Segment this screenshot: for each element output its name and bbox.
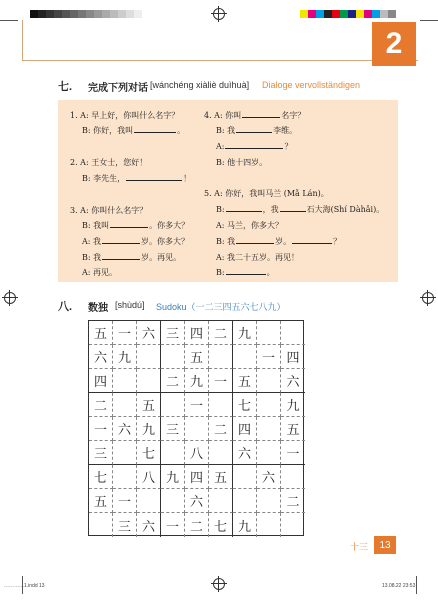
- sudoku-cell[interactable]: [185, 417, 209, 441]
- registration-mark-bottom: [213, 578, 225, 590]
- sudoku-cell: 六: [113, 417, 137, 441]
- sudoku-cell[interactable]: [233, 465, 257, 489]
- dialogue-4-line-4: B: 他十四岁。: [216, 158, 268, 167]
- dialogue-3-line-4: B: 我 岁。再见。: [82, 253, 182, 262]
- dialogue-3-line-3: A: 我 岁。你多大？: [82, 237, 190, 246]
- sudoku-cell[interactable]: [161, 393, 185, 417]
- sudoku-cell: 五: [137, 393, 161, 417]
- dialogue-5-line-1: 5. A: 你好，我叫马兰 (Mǎ Lán)。: [204, 189, 329, 198]
- sudoku-cell: 一: [161, 513, 185, 537]
- section7-title-cn: 完成下列对话: [88, 83, 148, 94]
- sudoku-grid: [88, 320, 304, 536]
- dialogue-1-line-1: 1. A: 早上好，你叫什么名字？: [70, 111, 180, 120]
- sudoku-cell[interactable]: [161, 489, 185, 513]
- sudoku-cell: 四: [89, 369, 113, 393]
- slug-left: …………1.indd 13: [4, 583, 45, 589]
- slug-right: 13.08.22 23:53: [382, 583, 416, 589]
- sudoku-cell[interactable]: [113, 441, 137, 465]
- dialogue-2-line-2: B: 李先生， ！: [82, 174, 192, 183]
- sudoku-cell: 一: [89, 417, 113, 441]
- answer-blank[interactable]: [236, 125, 272, 133]
- sudoku-cell[interactable]: [257, 489, 281, 513]
- section8-title-cn: 数独: [88, 303, 108, 314]
- sudoku-cell: 四: [233, 417, 257, 441]
- sudoku-cell: 七: [89, 465, 113, 489]
- sudoku-cell[interactable]: [161, 345, 185, 369]
- sudoku-cell[interactable]: [233, 345, 257, 369]
- sudoku-cell[interactable]: [113, 393, 137, 417]
- crop-mark: [416, 576, 417, 594]
- sudoku-cell: 三: [161, 417, 185, 441]
- grey-scale-bar: [30, 10, 142, 18]
- sudoku-cell[interactable]: [113, 369, 137, 393]
- sudoku-cell: 一: [209, 369, 233, 393]
- sudoku-cell: 五: [89, 321, 113, 345]
- sudoku-cell[interactable]: [209, 441, 233, 465]
- answer-blank[interactable]: [236, 236, 274, 244]
- sudoku-cell: 四: [185, 321, 209, 345]
- dialogue-4-line-1: 4. A: 你叫 名字？: [204, 111, 306, 120]
- sudoku-cell: 六: [233, 441, 257, 465]
- sudoku-cell: 九: [185, 369, 209, 393]
- header-band: [22, 20, 418, 61]
- sudoku-cell: 八: [185, 441, 209, 465]
- sudoku-cell[interactable]: [161, 441, 185, 465]
- sudoku-cell: 五: [281, 417, 305, 441]
- sudoku-cell: 九: [233, 513, 257, 537]
- sudoku-cell: 六: [137, 321, 161, 345]
- sudoku-cell: 二: [161, 369, 185, 393]
- dialogue-5-line-6: B: 。: [216, 268, 275, 277]
- registration-mark-top: [213, 8, 225, 20]
- sudoku-cell[interactable]: [257, 369, 281, 393]
- answer-blank[interactable]: [126, 173, 182, 181]
- answer-blank[interactable]: [110, 220, 148, 228]
- sudoku-cell[interactable]: [281, 321, 305, 345]
- sudoku-cell: 四: [185, 465, 209, 489]
- sudoku-cell: 九: [233, 321, 257, 345]
- sudoku-cell: 三: [113, 513, 137, 537]
- color-scale-bar: [300, 10, 396, 18]
- dialogue-3-line-1: 3. A: 你叫什么名字？: [70, 206, 148, 215]
- sudoku-cell: 七: [233, 393, 257, 417]
- sudoku-cell: 五: [233, 369, 257, 393]
- sudoku-cell: 二: [89, 393, 113, 417]
- sudoku-cell[interactable]: [113, 465, 137, 489]
- sudoku-cell: 一: [257, 345, 281, 369]
- dialogue-3-line-2: B: 我叫 。你多大？: [82, 221, 190, 230]
- sudoku-cell[interactable]: [137, 489, 161, 513]
- section8-title-pinyin: [shùdú]: [115, 300, 145, 310]
- sudoku-cell: 六: [185, 489, 209, 513]
- page-number: 13: [374, 536, 396, 554]
- page-number-cn: 十三: [350, 543, 369, 553]
- answer-blank[interactable]: [292, 236, 332, 244]
- sudoku-cell[interactable]: [281, 513, 305, 537]
- sudoku-cell: 四: [281, 345, 305, 369]
- sudoku-cell: 六: [257, 465, 281, 489]
- sudoku-cell: 六: [281, 369, 305, 393]
- sudoku-cell[interactable]: [257, 393, 281, 417]
- sudoku-cell: 五: [89, 489, 113, 513]
- answer-blank[interactable]: [280, 204, 306, 212]
- dialogue-2-line-1: 2. A: 王女士，您好！: [70, 158, 148, 167]
- dialogue-5-line-4: B: 我 岁。 ？: [216, 237, 342, 246]
- dialogue-4-line-2: B: 我 李维。: [216, 126, 298, 135]
- dialogue-5-line-5: A: 我二十五岁。再见！: [216, 253, 300, 262]
- dialogue-1-line-2: B: 你好，我叫 。: [82, 126, 186, 135]
- section8-number: 八.: [58, 301, 73, 313]
- chapter-number: 2: [372, 22, 416, 66]
- sudoku-cell: 三: [161, 321, 185, 345]
- section8-title-sudoku: Sudoku（一二三四五六七八九）: [156, 302, 286, 312]
- dialogue-5-line-2: B: ，我 石大海(Shí Dàhǎi)。: [216, 205, 385, 214]
- sudoku-cell: 二: [185, 513, 209, 537]
- dialogue-5-line-3: A: 马兰，你多大？: [216, 221, 284, 230]
- sudoku-cell: 五: [185, 345, 209, 369]
- sudoku-cell: 一: [113, 489, 137, 513]
- sudoku-cell[interactable]: [257, 321, 281, 345]
- sudoku-cell[interactable]: [281, 465, 305, 489]
- crop-mark: [420, 20, 438, 21]
- sudoku-cell: 二: [281, 489, 305, 513]
- sudoku-cell: 一: [281, 441, 305, 465]
- sudoku-cell: 六: [137, 513, 161, 537]
- sudoku-cell: 九: [281, 393, 305, 417]
- answer-blank[interactable]: [102, 252, 140, 260]
- sudoku-cell: 二: [209, 417, 233, 441]
- sudoku-cell: 九: [137, 417, 161, 441]
- sudoku-cell: 一: [113, 321, 137, 345]
- sudoku-cell[interactable]: [137, 369, 161, 393]
- sudoku-cell[interactable]: [209, 393, 233, 417]
- sudoku-cell: 九: [161, 465, 185, 489]
- sudoku-cell: 二: [209, 321, 233, 345]
- answer-blank[interactable]: [134, 125, 176, 133]
- section7-title-de: Dialoge vervollständigen: [262, 80, 361, 90]
- sudoku-cell[interactable]: [257, 441, 281, 465]
- dialogue-3-line-5: A: 再见。: [82, 268, 118, 277]
- sudoku-cell[interactable]: [233, 489, 257, 513]
- sudoku-cell: 八: [137, 465, 161, 489]
- sudoku-cell: 五: [209, 465, 233, 489]
- sudoku-cell[interactable]: [209, 345, 233, 369]
- sudoku-cell[interactable]: [137, 345, 161, 369]
- answer-blank[interactable]: [226, 267, 266, 275]
- sudoku-cell: 七: [209, 513, 233, 537]
- answer-blank[interactable]: [225, 141, 283, 149]
- answer-blank[interactable]: [102, 236, 140, 244]
- sudoku-cell: 一: [185, 393, 209, 417]
- section7-number: 七.: [58, 81, 73, 93]
- sudoku-cell: 七: [137, 441, 161, 465]
- sudoku-cell: 九: [113, 345, 137, 369]
- sudoku-cell[interactable]: [257, 417, 281, 441]
- answer-blank[interactable]: [242, 110, 280, 118]
- answer-blank[interactable]: [226, 204, 262, 212]
- sudoku-cell: 六: [89, 345, 113, 369]
- registration-mark-right: [422, 292, 434, 304]
- sudoku-cell[interactable]: [209, 489, 233, 513]
- sudoku-cell[interactable]: [257, 513, 281, 537]
- registration-mark-left: [4, 292, 16, 304]
- dialogue-4-line-3: A: ？: [216, 142, 293, 151]
- crop-mark: [0, 20, 18, 21]
- section7-title-pinyin: [wánchéng xiàliè duìhuà]: [150, 80, 250, 90]
- sudoku-cell: 三: [89, 441, 113, 465]
- sudoku-cell[interactable]: [89, 513, 113, 537]
